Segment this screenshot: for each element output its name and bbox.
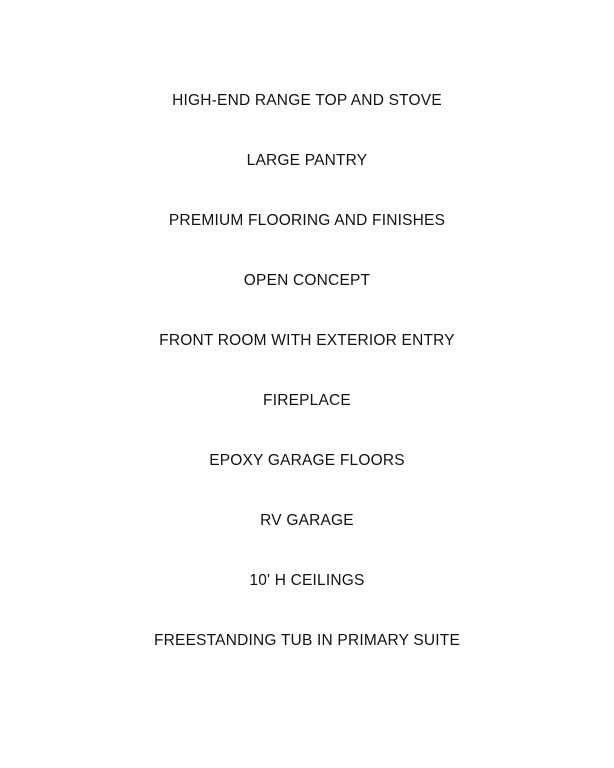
feature-item: FRONT ROOM WITH EXTERIOR ENTRY bbox=[159, 332, 455, 349]
feature-item: 10' H CEILINGS bbox=[249, 572, 365, 589]
feature-item: FREESTANDING TUB IN PRIMARY SUITE bbox=[153, 632, 461, 649]
feature-item: FIREPLACE bbox=[263, 392, 351, 409]
feature-item: HIGH-END RANGE TOP AND STOVE bbox=[172, 92, 442, 109]
feature-item: LARGE PANTRY bbox=[246, 152, 368, 169]
feature-item: EPOXY GARAGE FLOORS bbox=[209, 452, 405, 469]
feature-list bbox=[0, 86, 614, 686]
feature-item: OPEN CONCEPT bbox=[243, 272, 371, 289]
feature-item: RV GARAGE bbox=[260, 512, 354, 529]
feature-item: PREMIUM FLOORING AND FINISHES bbox=[168, 212, 446, 229]
